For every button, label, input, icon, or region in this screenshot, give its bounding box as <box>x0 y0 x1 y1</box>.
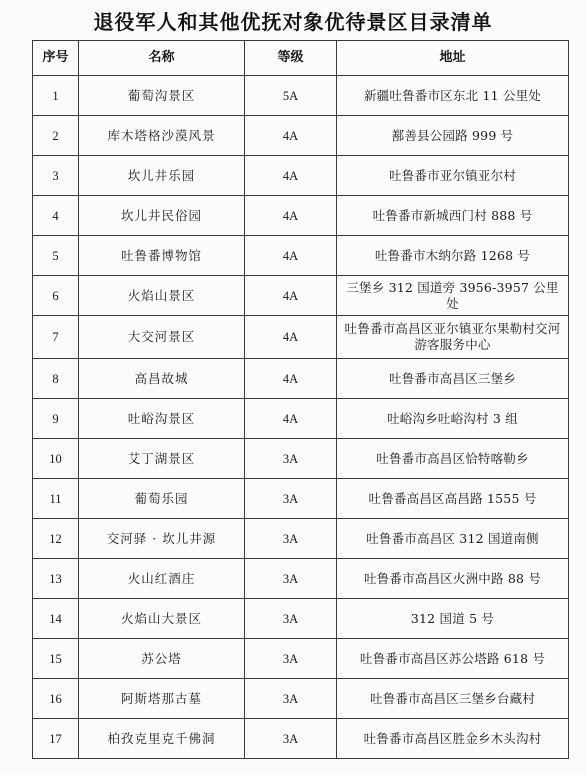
cell-level: 3A <box>245 559 337 599</box>
cell-name: 艾丁湖景区 <box>79 439 245 479</box>
cell-address: 三堡乡 312 国道旁 3956-3957 公里处 <box>337 276 569 316</box>
cell-name: 吐峪沟景区 <box>79 399 245 439</box>
cell-index: 4 <box>33 196 79 236</box>
cell-address: 吐鲁番市高昌区 312 国道南侧 <box>337 519 569 559</box>
table-row <box>33 559 569 599</box>
cell-index: 12 <box>33 519 79 559</box>
cell-address: 吐鲁番市高昌区胜金乡木头沟村 <box>337 719 569 759</box>
cell-name: 火山红酒庄 <box>79 559 245 599</box>
header-index: 序号 <box>33 41 79 76</box>
cell-index: 9 <box>33 399 79 439</box>
cell-level: 4A <box>245 236 337 276</box>
cell-index: 5 <box>33 236 79 276</box>
cell-index: 7 <box>33 316 79 359</box>
cell-index: 13 <box>33 559 79 599</box>
table-row <box>33 479 569 519</box>
cell-address: 吐鲁番市高昌区恰特喀勒乡 <box>337 439 569 479</box>
cell-level: 4A <box>245 399 337 439</box>
header-level: 等级 <box>245 41 337 76</box>
cell-name: 火焰山景区 <box>79 276 245 316</box>
cell-address: 吐峪沟乡吐峪沟村 3 组 <box>337 399 569 439</box>
cell-level: 3A <box>245 479 337 519</box>
cell-name: 高昌故城 <box>79 359 245 399</box>
cell-name: 交河驿 · 坎儿井源 <box>79 519 245 559</box>
cell-level: 3A <box>245 599 337 639</box>
cell-name: 库木塔格沙漠风景 <box>79 116 245 156</box>
cell-name: 吐鲁番博物馆 <box>79 236 245 276</box>
header-name: 名称 <box>79 41 245 76</box>
cell-address: 吐鲁番市高昌区火洲中路 88 号 <box>337 559 569 599</box>
table-row <box>33 156 569 196</box>
cell-name: 柏孜克里克千佛洞 <box>79 719 245 759</box>
table-row <box>33 679 569 719</box>
cell-level: 3A <box>245 639 337 679</box>
table-row <box>33 519 569 559</box>
cell-address: 吐鲁番市高昌区苏公塔路 618 号 <box>337 639 569 679</box>
cell-address: 吐鲁番市高昌区三堡乡 <box>337 359 569 399</box>
table-header-row <box>33 41 569 76</box>
cell-name: 苏公塔 <box>79 639 245 679</box>
cell-index: 3 <box>33 156 79 196</box>
cell-level: 4A <box>245 196 337 236</box>
cell-name: 火焰山大景区 <box>79 599 245 639</box>
table-row <box>33 439 569 479</box>
cell-index: 14 <box>33 599 79 639</box>
table-row <box>33 196 569 236</box>
cell-level: 4A <box>245 359 337 399</box>
cell-level: 5A <box>245 76 337 116</box>
cell-level: 4A <box>245 276 337 316</box>
cell-address: 吐鲁番市高昌区三堡乡台藏村 <box>337 679 569 719</box>
cell-level: 3A <box>245 439 337 479</box>
table-row <box>33 399 569 439</box>
cell-address: 吐鲁番高昌区高昌路 1555 号 <box>337 479 569 519</box>
page-title: 退役军人和其他优抚对象优待景区目录清单 <box>93 10 493 34</box>
cell-index: 15 <box>33 639 79 679</box>
table-row <box>33 236 569 276</box>
cell-index: 10 <box>33 439 79 479</box>
table-row <box>33 639 569 679</box>
cell-name: 葡萄沟景区 <box>79 76 245 116</box>
table-row <box>33 276 569 316</box>
cell-name: 大交河景区 <box>79 316 245 359</box>
table-row <box>33 316 569 359</box>
cell-address: 312 国道 5 号 <box>337 599 569 639</box>
cell-level: 3A <box>245 679 337 719</box>
table-row <box>33 599 569 639</box>
table-row <box>33 359 569 399</box>
cell-address: 鄯善县公园路 999 号 <box>337 116 569 156</box>
cell-level: 4A <box>245 316 337 359</box>
cell-address: 吐鲁番市高昌区亚尔镇亚尔果勒村交河游客服务中心 <box>337 316 569 359</box>
cell-name: 坎儿井乐园 <box>79 156 245 196</box>
cell-name: 葡萄乐园 <box>79 479 245 519</box>
table-row <box>33 719 569 759</box>
cell-index: 2 <box>33 116 79 156</box>
cell-address: 吐鲁番市亚尔镇亚尔村 <box>337 156 569 196</box>
cell-index: 11 <box>33 479 79 519</box>
cell-name: 阿斯塔那古墓 <box>79 679 245 719</box>
header-address: 地址 <box>337 41 569 76</box>
cell-index: 1 <box>33 76 79 116</box>
cell-level: 3A <box>245 519 337 559</box>
cell-index: 6 <box>33 276 79 316</box>
cell-address: 新疆吐鲁番市区东北 11 公里处 <box>337 76 569 116</box>
cell-level: 4A <box>245 116 337 156</box>
cell-address: 吐鲁番市新城西门村 888 号 <box>337 196 569 236</box>
cell-index: 8 <box>33 359 79 399</box>
cell-index: 16 <box>33 679 79 719</box>
table-row <box>33 116 569 156</box>
cell-level: 3A <box>245 719 337 759</box>
cell-level: 4A <box>245 156 337 196</box>
cell-name: 坎儿井民俗园 <box>79 196 245 236</box>
table-row <box>33 76 569 116</box>
cell-index: 17 <box>33 719 79 759</box>
scenic-spot-table <box>32 40 569 759</box>
cell-address: 吐鲁番市木纳尔路 1268 号 <box>337 236 569 276</box>
